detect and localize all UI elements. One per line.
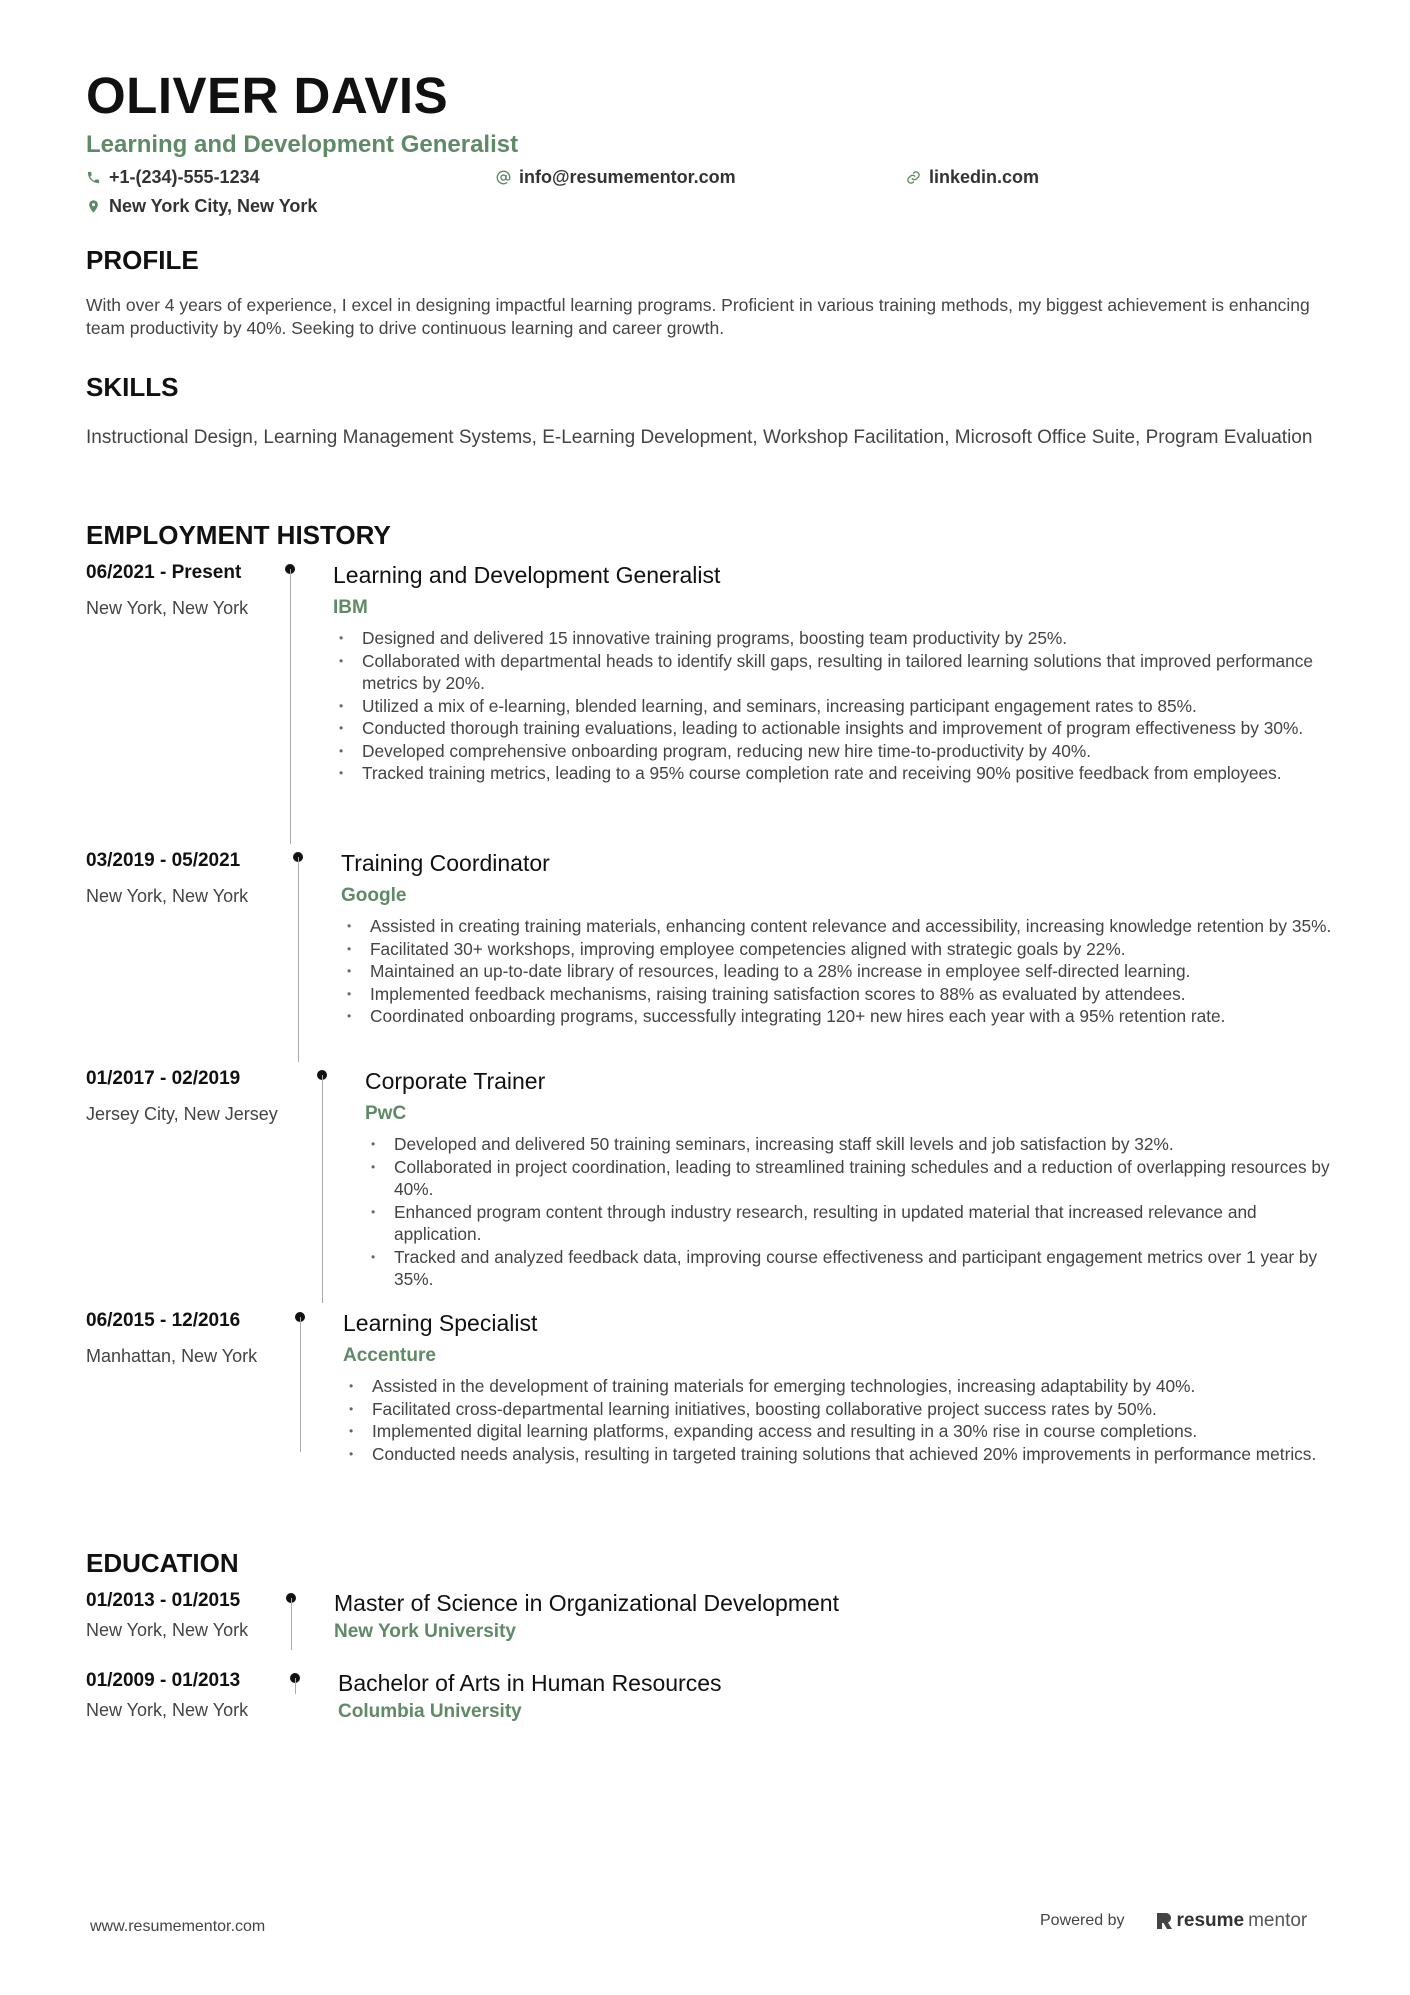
location-contact: [86, 196, 317, 217]
powered-by-label: Powered by: [1040, 1912, 1125, 1929]
job-bullet: • Facilitated cross-departmental learning initiatives, boosting collaborative project success rates by 50%.: [343, 1398, 1343, 1421]
profile-text: With over 4 years of experience, I excel in designing impactful learning programs. Proficient in various training methods, my biggest achievement is enhancing team productivity by 40%. Seeking to drive continuous learning and career growth.: [86, 295, 1310, 338]
footer-website[interactable]: www.resumementor.com: [90, 1918, 266, 1935]
job-location: New York, New York: [86, 886, 249, 906]
education-dates: 01/2009 - 01/2013: [86, 1670, 241, 1691]
education-section: [86, 1548, 1326, 1579]
timeline-line: [295, 1678, 296, 1694]
job-bullet: • Implemented feedback mechanisms, raising training satisfaction scores to 88% as evaluated by attendees.: [341, 983, 1341, 1006]
job-role: Learning Specialist: [343, 1310, 538, 1336]
job-bullet: • Utilized a mix of e-learning, blended learning, and seminars, increasing participant engagement rates to 85%.: [333, 695, 1333, 718]
skills-section: [86, 372, 1326, 450]
education-degree: Bachelor of Arts in Human Resources: [338, 1670, 722, 1696]
phone-number: +1-(234)-555-1234: [109, 167, 260, 187]
job-content: [365, 1068, 1335, 1291]
education-dates: 01/2013 - 01/2015: [86, 1590, 241, 1611]
email-link[interactable]: info@resumementor.com: [519, 167, 736, 187]
location-row: [86, 196, 1326, 217]
contact-row: [86, 167, 1326, 188]
education-location: New York, New York: [86, 1700, 249, 1720]
timeline-line: [298, 857, 299, 1062]
job-bullet: • Maintained an up-to-date library of resources, leading to a 28% increase in employee self-directed learning.: [341, 960, 1341, 983]
candidate-name: OLIVER DAVIS: [86, 67, 449, 124]
timeline-line: [322, 1075, 323, 1303]
job-content: [333, 562, 1333, 785]
job-bullet: • Facilitated 30+ workshops, improving employee competencies aligned with strategic goals by 22%.: [341, 938, 1341, 961]
employment-title: EMPLOYMENT HISTORY: [86, 520, 391, 550]
job-bullet: • Coordinated onboarding programs, successfully integrating 120+ new hires each year with a 95% retention rate.: [341, 1005, 1341, 1028]
education-location: New York, New York: [86, 1620, 249, 1640]
phone-contact: [86, 167, 496, 188]
job-bullet: • Assisted in the development of training materials for emerging technologies, increasing adaptability by 40%.: [343, 1375, 1343, 1398]
linkedin-contact: [906, 167, 1039, 188]
job-dates: 01/2017 - 02/2019: [86, 1068, 241, 1089]
job-bullet: • Implemented digital learning platforms, expanding access and resulting in a 30% rise in course completions.: [343, 1420, 1343, 1443]
timeline-line: [300, 1317, 301, 1452]
job-bullet: • Conducted thorough training evaluations, leading to actionable insights and improvement of program effectiveness by 30%.: [333, 717, 1333, 740]
job-company: IBM: [333, 597, 368, 618]
job-location: Jersey City, New Jersey: [86, 1104, 278, 1124]
phone-icon: [86, 170, 101, 185]
job-content: [343, 1310, 1343, 1465]
resume-page: [86, 67, 1332, 1722]
email-contact: [496, 167, 906, 188]
job-company: PwC: [365, 1103, 407, 1124]
education-content: [338, 1670, 1338, 1723]
job-location: New York, New York: [86, 598, 249, 618]
link-icon: [906, 170, 921, 185]
job-location: Manhattan, New York: [86, 1346, 258, 1366]
skills-text: Instructional Design, Learning Management Systems, E-Learning Development, Workshop Facilitation, Microsoft Office Suite, Program Evaluation: [86, 427, 1313, 448]
job-company: Google: [341, 885, 407, 906]
profile-section: [86, 245, 1326, 340]
job-bullets: [333, 627, 1333, 785]
footer-powered: [1040, 1910, 1307, 1932]
location-text: New York City, New York: [109, 196, 318, 216]
job-content: [341, 850, 1341, 1028]
profile-title: PROFILE: [86, 245, 199, 275]
job-role: Corporate Trainer: [365, 1068, 546, 1094]
linkedin-link[interactable]: linkedin.com: [929, 167, 1040, 187]
timeline-line: [291, 1598, 292, 1650]
job-bullet: • Enhanced program content through industry research, resulting in updated material that increased relevance and application.: [365, 1201, 1335, 1246]
education-degree: Master of Science in Organizational Development: [334, 1590, 839, 1616]
timeline-line: [290, 569, 291, 844]
job-role: Learning and Development Generalist: [333, 562, 721, 588]
job-dates: 03/2019 - 05/2021: [86, 850, 241, 871]
job-dates: 06/2015 - 12/2016: [86, 1310, 241, 1331]
job-bullets: [343, 1375, 1343, 1465]
job-bullets: [365, 1133, 1335, 1291]
job-bullet: • Tracked training metrics, leading to a 95% course completion rate and receiving 90% positive feedback from employees.: [333, 762, 1333, 785]
education-school: New York University: [334, 1621, 516, 1642]
job-bullets: [341, 915, 1341, 1028]
at-sign-icon: [496, 170, 511, 185]
job-bullet: • Developed comprehensive onboarding program, reducing new hire time-to-productivity by 40%.: [333, 740, 1333, 763]
brand-logo: [1155, 1910, 1308, 1932]
brand-name-bold: resume: [1176, 1910, 1245, 1931]
job-role: Training Coordinator: [341, 850, 550, 876]
map-pin-icon: [86, 199, 101, 214]
employment-section: [86, 520, 1326, 551]
brand-name-light: mentor: [1248, 1910, 1308, 1931]
resumementor-logo-icon: [1155, 1911, 1173, 1931]
job-bullet: • Assisted in creating training materials, enhancing content relevance and accessibility, increasing knowledge retention by 35%.: [341, 915, 1341, 938]
education-school: Columbia University: [338, 1701, 522, 1722]
job-bullet: • Collaborated in project coordination, leading to streamlined training schedules and a reduction of overlapping resources by 40%.: [365, 1156, 1335, 1201]
job-bullet: • Developed and delivered 50 training seminars, increasing staff skill levels and job satisfaction by 32%.: [365, 1133, 1335, 1156]
education-content: [334, 1590, 1334, 1643]
job-bullet: • Conducted needs analysis, resulting in targeted training solutions that achieved 20% improvements in performance metrics.: [343, 1443, 1343, 1466]
education-title: EDUCATION: [86, 1548, 239, 1578]
job-bullet: • Collaborated with departmental heads to identify skill gaps, resulting in tailored learning solutions that improved performance metrics by 20%.: [333, 650, 1333, 695]
candidate-headline: Learning and Development Generalist: [86, 131, 519, 158]
job-company: Accenture: [343, 1345, 436, 1366]
job-bullet: • Tracked and analyzed feedback data, improving course effectiveness and participant engagement metrics over 1 year by 35%.: [365, 1246, 1335, 1291]
job-dates: 06/2021 - Present: [86, 562, 242, 583]
job-bullet: • Designed and delivered 15 innovative training programs, boosting team productivity by 25%.: [333, 627, 1333, 650]
skills-title: SKILLS: [86, 372, 179, 402]
